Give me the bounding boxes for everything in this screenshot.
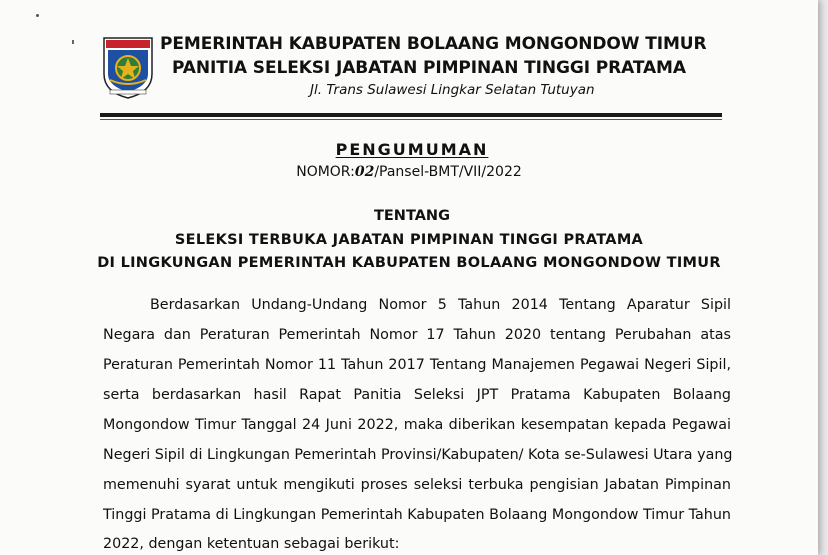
body-line: memenuhi syarat untuk mengikuti proses seleksi terbuka pengisian Jabatan Pimpinan <box>103 477 731 493</box>
letterhead-org-line1: PEMERINTAH KABUPATEN BOLAANG MONGONDOW TIMUR <box>160 34 707 54</box>
announcement-number <box>0 164 818 180</box>
number-prefix: NOMOR: <box>296 164 355 180</box>
letterhead-divider-thick <box>100 113 722 117</box>
letterhead-org-line2: PANITIA SELEKSI JABATAN PIMPINAN TINGGI PRATAMA <box>172 58 686 78</box>
about-label: TENTANG <box>374 208 450 224</box>
subject-line-2: DI LINGKUNGAN PEMERINTAH KABUPATEN BOLAANG MONGONDOW TIMUR <box>97 255 721 271</box>
body-line: Negeri Sipil di Lingkungan Pemerintah Provinsi/Kabupaten/ Kota se-Sulawesi Utara yang <box>103 447 733 463</box>
number-suffix: /Pansel-BMT/VII/2022 <box>374 164 522 180</box>
body-line: serta berdasarkan hasil Rapat Panitia Seleksi JPT Pratama Kabupaten Bolaang <box>103 387 731 403</box>
body-line: 2022, dengan ketentuan sebagai berikut: <box>103 536 400 552</box>
regency-coat-of-arms-icon <box>100 34 156 100</box>
body-line: Berdasarkan Undang-Undang Nomor 5 Tahun 2014 Tentang Aparatur Sipil <box>150 297 731 313</box>
scan-speck <box>36 14 39 17</box>
number-handwritten: 02 <box>354 164 375 180</box>
letterhead-address: Jl. Trans Sulawesi Lingkar Selatan Tutuyan <box>310 82 595 98</box>
body-line: Peraturan Pemerintah Nomor 11 Tahun 2017 Tentang Manajemen Pegawai Negeri Sipil, <box>103 357 731 373</box>
body-line: Mongondow Timur Tanggal 24 Juni 2022, maka diberikan kesempatan kepada Pegawai <box>103 417 731 433</box>
subject-line-1: SELEKSI TERBUKA JABATAN PIMPINAN TINGGI PRATAMA <box>174 232 644 248</box>
body-line: Negara dan Peraturan Pemerintah Nomor 17 Tahun 2020 tentang Perubahan atas <box>103 327 731 343</box>
body-line: Tinggi Pratama di Lingkungan Pemerintah Kabupaten Bolaang Mongondow Timur Tahun <box>103 507 731 523</box>
scan-speck <box>72 40 74 44</box>
letterhead-divider-thin <box>100 119 722 120</box>
announcement-title: PENGUMUMAN <box>335 140 489 159</box>
